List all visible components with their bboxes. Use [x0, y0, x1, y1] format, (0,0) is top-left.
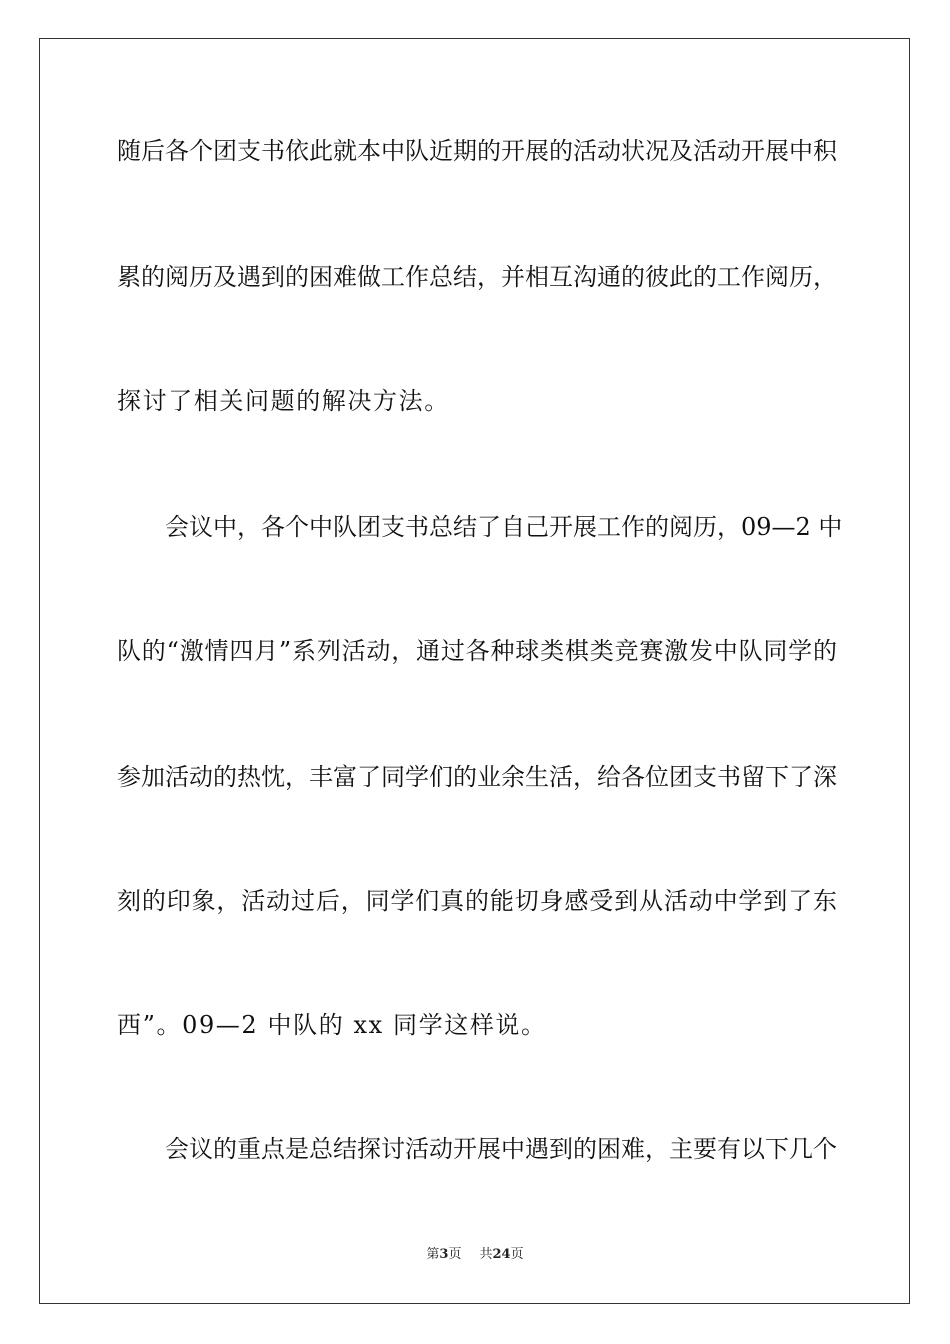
paragraph-line-4: 会议中，各个中队团支书总结了自己开展工作的阅历，09—2 中: [165, 513, 843, 541]
page-footer: [0, 1246, 950, 1264]
paragraph-line-2: 累的阅历及遇到的困难做工作总结，并相互沟通的彼此的工作阅历，: [117, 263, 837, 291]
footer-total-prefix: 共: [479, 1247, 493, 1262]
paragraph-line-9: 会议的重点是总结探讨活动开展中遇到的困难，主要有以下几个: [165, 1135, 837, 1163]
paragraph-line-3: 探讨了相关问题的解决方法。: [117, 387, 450, 415]
paragraph-line-5: 队的“激情四月”系列活动，通过各种球类棋类竞赛激发中队同学的: [117, 637, 837, 665]
page-border: [39, 38, 910, 1304]
footer-page-suffix: 页: [448, 1247, 462, 1262]
footer-page-prefix: 第: [426, 1247, 440, 1262]
footer-page-number: 3: [439, 1247, 449, 1262]
paragraph-line-1: 随后各个团支书依此就本中队近期的开展的活动状况及活动开展中积: [117, 137, 837, 165]
paragraph-line-8: 西”。09—2 中队的 xx 同学这样说。: [117, 1011, 547, 1039]
footer-total-suffix: 页: [510, 1247, 524, 1262]
footer-total-pages: 24: [492, 1247, 511, 1262]
paragraph-line-6: 参加活动的热忱，丰富了同学们的业余生活，给各位团支书留下了深: [117, 763, 837, 791]
paragraph-line-7: 刻的印象，活动过后，同学们真的能切身感受到从活动中学到了东: [117, 887, 837, 915]
